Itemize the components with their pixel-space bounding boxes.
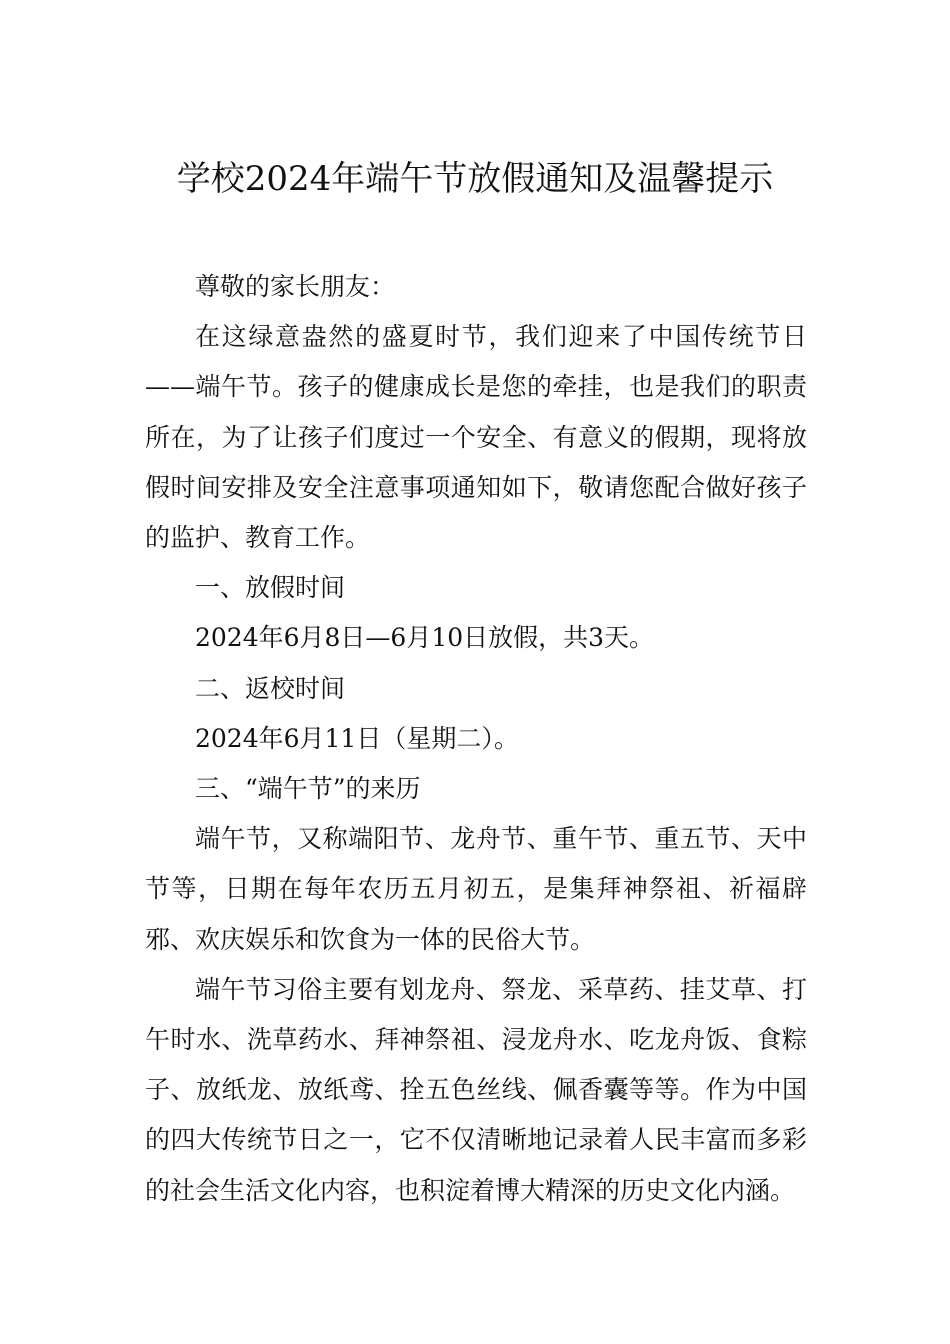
paragraph-holiday-dates: 2024年6月8日—6月10日放假，共3天。 (195, 623, 655, 653)
document-body (145, 262, 807, 1216)
salutation: 尊敬的家长朋友： (195, 272, 396, 301)
paragraph-origin: 端午节，又称端阳节、龙舟节、重午节、重五节、天中节等，日期在每年农历五月初五，是集拜神祭祖、祈福辟邪、欢庆娱乐和饮食为一体的民俗大节。 (145, 824, 807, 954)
section-heading-origin: 三、“端午节”的来历 (195, 774, 421, 804)
section-heading-holiday-time: 一、放假时间 (195, 573, 346, 603)
paragraph-intro: 在这绿意盎然的盛夏时节，我们迎来了中国传统节日——端午节。孩子的健康成长是您的牵挂，也是我们的职责所在，为了让孩子们度过一个安全、有意义的假期，现将放假时间安排及安全注意事项通知如下，敬请您配合做好孩子的监护、教育工作。 (145, 322, 807, 553)
paragraph-return-date: 2024年6月11日（星期二）。 (195, 723, 519, 753)
paragraph-customs: 端午节习俗主要有划龙舟、祭龙、采草药、挂艾草、打午时水、洗草药水、拜神祭祖、浸龙舟水、吃龙舟饭、食粽子、放纸龙、放纸鸢、拴五色丝线、佩香囊等等。作为中国的四大传统节日之一，它不仅清晰地记录着人民丰富而多彩的社会生活文化内容，也积淀着博大精深的历史文化内涵。 (145, 974, 807, 1205)
section-heading-return-time: 二、返校时间 (195, 673, 346, 703)
document-title: 学校2024年端午节放假通知及温馨提示 (176, 159, 774, 199)
